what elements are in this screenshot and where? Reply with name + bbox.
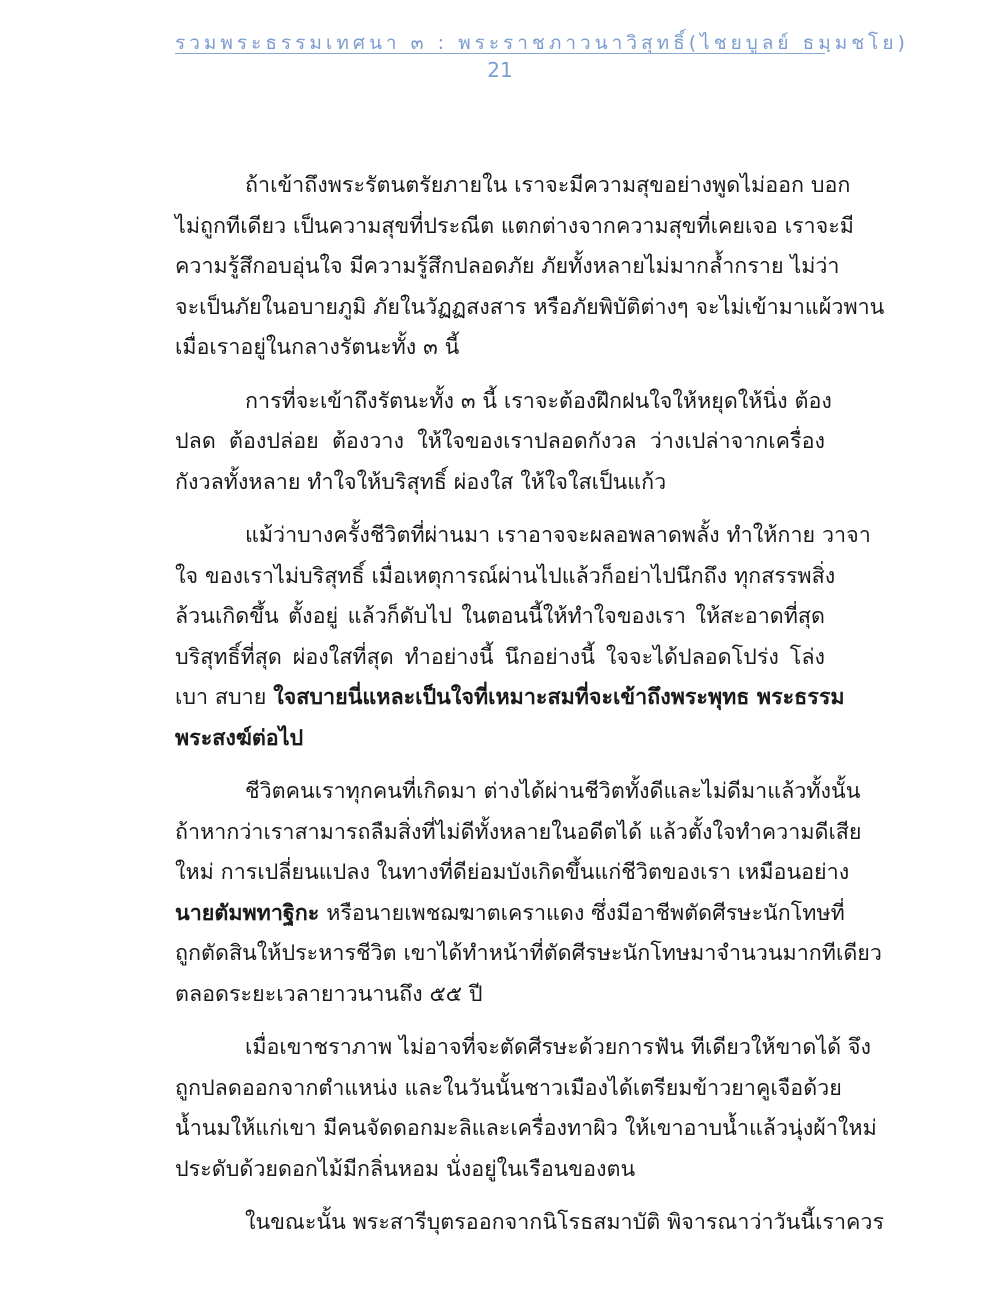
- bold-text-run: ใจสบายนี่แหละเป็นใจที่เหมาะสมที่จะเข้าถึงพระพุทธ พระธรรม: [273, 685, 845, 710]
- running-header: รวมพระธรรมเทศนา ๓ : พระราชภาวนาวิสุทธิ์(ไชยบูลย์ ธมฺมชโย): [175, 32, 909, 54]
- page-number: 21: [487, 58, 513, 82]
- text-line-mixed: [175, 894, 845, 935]
- text-line: ในขณะนั้น พระสารีบุตรออกจากนิโรธสมาบัติ พิจารณาว่าวันนี้เราควร: [245, 1210, 885, 1235]
- text-line: ถูกตัดสินให้ประหารชีวิต เขาได้ทำหน้าที่ตัดศีรษะนักโทษมาจำนวนมากทีเดียว: [175, 941, 882, 966]
- text-line: ชีวิตคนเราทุกคนที่เกิดมา ต่างได้ผ่านชีวิตทั้งดีและไม่ดีมาแล้วทั้งนั้น: [245, 779, 861, 804]
- text-line: ความรู้สึกอบอุ่นใจ มีความรู้สึกปลอดภัย ภัยทั้งหลายไม่มากล้ำกราย ไม่ว่า: [175, 254, 840, 279]
- text-line: การที่จะเข้าถึงรัตนะทั้ง ๓ นี้ เราจะต้องฝึกฝนใจให้หยุดให้นิ่ง ต้อง: [245, 388, 832, 414]
- text-line: แม้ว่าบางครั้งชีวิตที่ผ่านมา เราอาจจะผลอพลาดพลั้ง ทำให้กาย วาจา: [245, 523, 871, 548]
- text-line: จะเป็นภัยในอบายภูมิ ภัยในวัฏฏสงสาร หรือภัยพิบัติต่างๆ จะไม่เข้ามาแผ้วพาน: [175, 294, 885, 320]
- text-line: ใหม่ การเปลี่ยนแปลง ในทางที่ดีย่อมบังเกิดขึ้นแก่ชีวิตของเรา เหมือนอย่าง: [175, 860, 850, 885]
- text-line: น้ำนมให้แก่เขา มีคนจัดดอกมะลิและเครื่องทาผิว ให้เขาอาบน้ำแล้วนุ่งผ้าใหม่: [175, 1116, 877, 1141]
- header-rule: [175, 53, 825, 54]
- text-line: ปลด ต้องปล่อย ต้องวาง ให้ใจของเราปลอดกังวล ว่างเปล่าจากเครื่อง: [175, 429, 825, 454]
- bold-text-line: พระสงฆ์ต่อไป: [175, 725, 304, 751]
- text-line-mixed: [175, 678, 845, 719]
- text-line: เมื่อเขาชราภาพ ไม่อาจที่จะตัดศีรษะด้วยการฟัน ทีเดียวให้ขาดได้ จึง: [245, 1035, 872, 1060]
- paragraph-4: [175, 772, 882, 1015]
- paragraph-6: [175, 1203, 885, 1244]
- text-line: ถ้าหากว่าเราสามารถลืมสิ่งที่ไม่ดีทั้งหลายในอดีตได้ แล้วตั้งใจทำความดีเสีย: [175, 819, 862, 845]
- text-line: ล้วนเกิดขึ้น ตั้งอยู่ แล้วก็ดับไป ในตอนนี้ให้ทำใจของเรา ให้สะอาดที่สุด: [175, 604, 825, 629]
- text-line: ตลอดระยะเวลายาวนานถึง ๕๕ ปี: [175, 981, 483, 1007]
- text-run: หรือนายเพชฌฆาตเคราแดง ซึ่งมีอาชีพตัดศีรษะนักโทษที่: [319, 900, 845, 926]
- text-line: กังวลทั้งหลาย ทำใจให้บริสุทธิ์ ผ่องใส ให้ใจใสเป็นแก้ว: [175, 469, 667, 495]
- text-line: ไม่ถูกทีเดียว เป็นความสุขที่ประณีต แตกต่างจากความสุขที่เคยเจอ เราจะมี: [175, 213, 854, 239]
- text-line: ถ้าเข้าถึงพระรัตนตรัยภายใน เราจะมีความสุขอย่างพูดไม่ออก บอก: [245, 173, 851, 198]
- text-line: ใจ ของเราไม่บริสุทธิ์ เมื่อเหตุการณ์ผ่านไปแล้วก็อย่าไปนึกถึง ทุกสรรพสิ่ง: [175, 563, 836, 589]
- text-line: ประดับด้วยดอกไม้มีกลิ่นหอม นั่งอยู่ในเรือนของตน: [175, 1156, 636, 1182]
- body-text: [175, 166, 885, 1257]
- paragraph-1: [175, 166, 885, 369]
- bold-name: นายตัมพทาฐิกะ: [175, 900, 320, 926]
- text-run: เบา สบาย: [175, 685, 274, 710]
- paragraph-3: [175, 516, 871, 759]
- text-line: บริสุทธิ์ที่สุด ผ่องใสที่สุด ทำอย่างนี้ นึกอย่างนี้ ใจจะได้ปลอดโปร่ง โล่ง: [175, 644, 825, 670]
- text-line: ถูกปลดออกจากตำแหน่ง และในวันนั้นชาวเมืองได้เตรียมข้าวยาคูเจือด้วย: [175, 1075, 842, 1101]
- text-line: เมื่อเราอยู่ในกลางรัตนะทั้ง ๓ นี้: [175, 335, 460, 360]
- paragraph-2: [175, 382, 832, 504]
- paragraph-5: [175, 1028, 877, 1190]
